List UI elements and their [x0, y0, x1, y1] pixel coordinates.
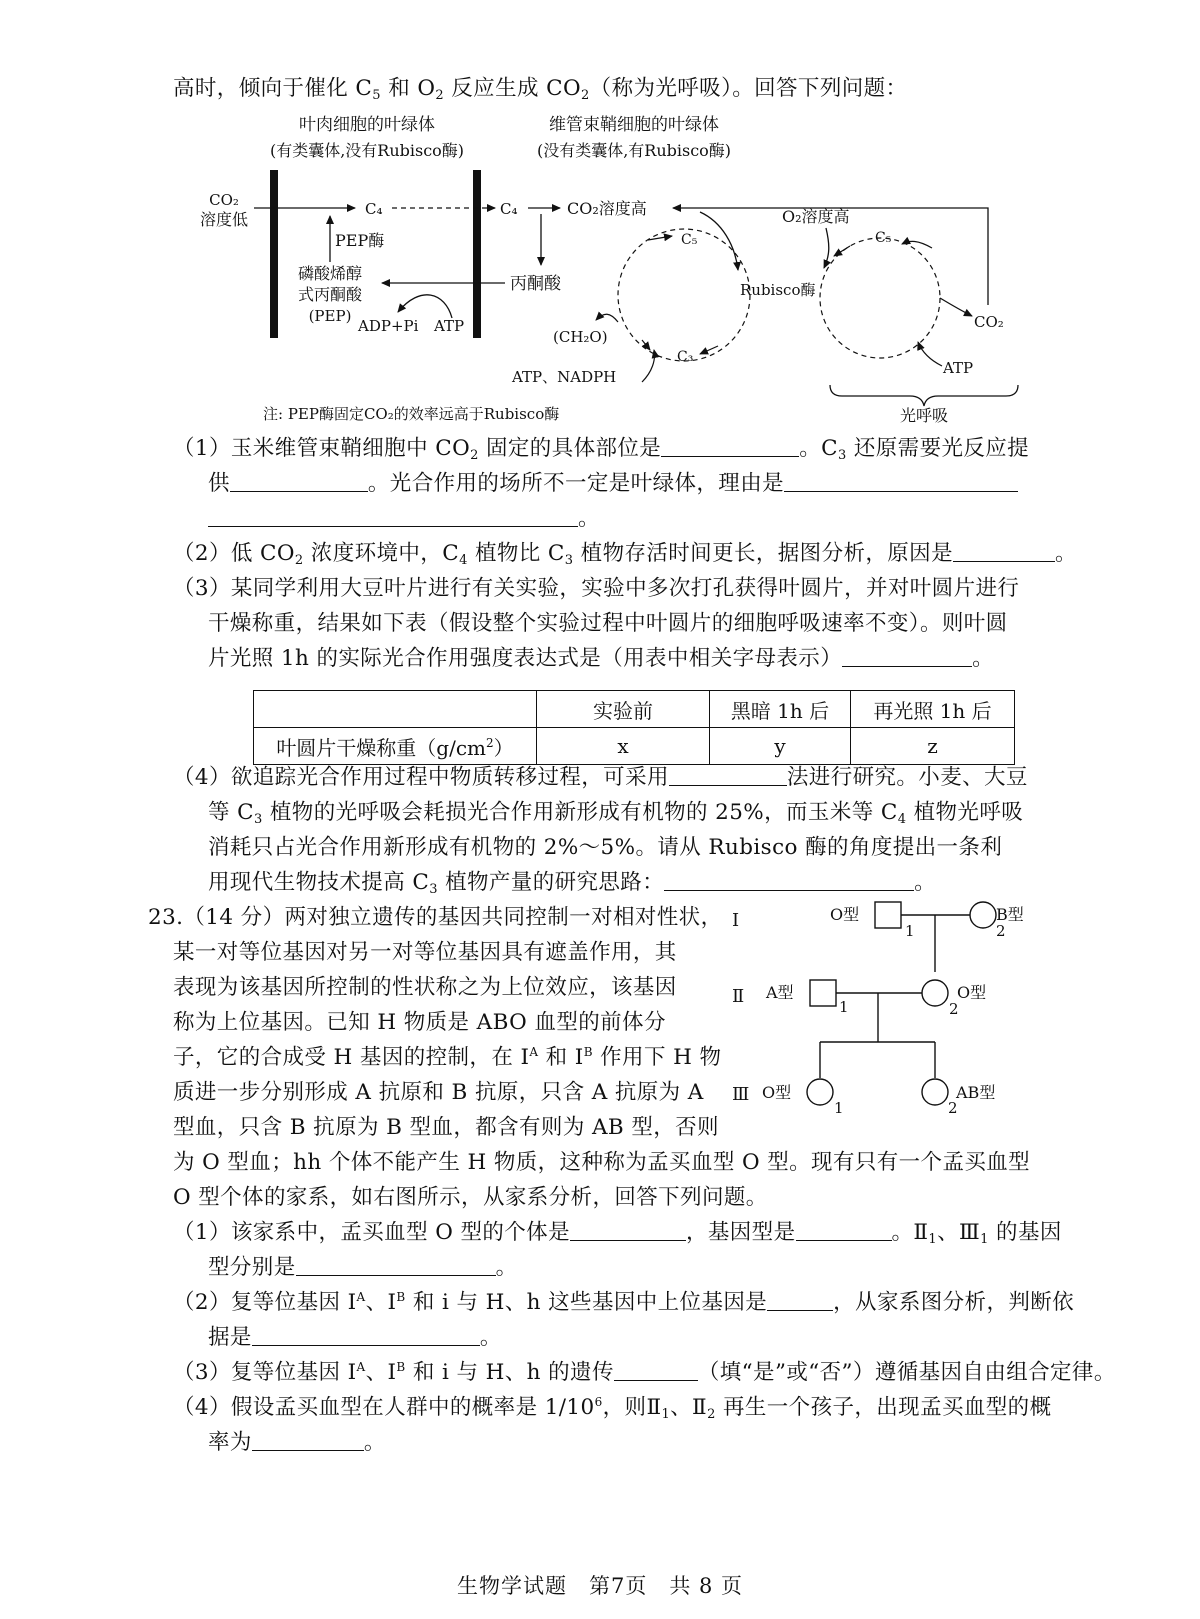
row-label-text: 叶圆片干燥称重（g/cm — [276, 735, 487, 760]
q-sub: 3 — [564, 553, 574, 568]
photorespiration-brace — [830, 385, 1018, 406]
q23-4-line1 — [173, 1393, 1052, 1423]
q-text: 浓度环境中，C — [303, 541, 460, 566]
q-text: （2）复等位基因 I — [173, 1290, 357, 1315]
atp-nadph-arrow — [642, 350, 655, 382]
q-text: 子，它的合成受 H 基因的控制，在 I — [173, 1045, 530, 1070]
q-text: 供 — [208, 471, 230, 496]
pep-label-3: (PEP) — [308, 307, 352, 325]
q-sup: A — [356, 1290, 366, 1304]
answer-blank[interactable] — [661, 434, 799, 457]
q-sub: 2 — [707, 1407, 716, 1422]
individual-ii1-male — [810, 980, 836, 1006]
o2-high-label: O₂溶度高 — [782, 207, 850, 226]
adp-label: ADP+Pi — [358, 317, 419, 335]
answer-blank[interactable] — [664, 868, 914, 891]
q23-stem-line5 — [173, 1043, 721, 1073]
atp-right-label: ATP — [943, 359, 974, 377]
q-text: 。 — [479, 1325, 502, 1350]
individual-i2-female — [970, 902, 996, 928]
photorespiration-to-co2-arrow — [940, 298, 972, 316]
answer-blank[interactable] — [296, 1253, 496, 1276]
answer-blank[interactable] — [767, 1288, 833, 1311]
q-text: 和 I — [538, 1045, 584, 1070]
q-text: （4）欲追踪光合作用过程中物质转移过程，可采用 — [173, 765, 669, 790]
q-sub: 1 — [980, 1232, 989, 1247]
individual-number: 2 — [949, 1000, 959, 1018]
table-cell: x — [537, 728, 710, 765]
q-sub: 1 — [928, 1232, 938, 1247]
individual-number: 1 — [839, 998, 849, 1016]
photorespiration-arrow-c5 — [834, 246, 850, 256]
q23-1-line2 — [208, 1253, 518, 1283]
pep-label-2: 式丙酮酸 — [297, 285, 363, 304]
c4-right-label: C₄ — [500, 200, 518, 218]
left-chloroplast-subtitle: (有类囊体,没有Rubisco酶) — [269, 141, 465, 160]
answer-blank[interactable] — [252, 1428, 364, 1451]
q22-3-line3 — [208, 644, 994, 674]
individual-type: O型 — [762, 1083, 792, 1102]
q-text: ，基因型是 — [685, 1220, 796, 1245]
answer-blank[interactable] — [842, 644, 972, 667]
q-text: 植物的光呼吸会耗损光合作用新形成有机物的 25%，而玉米等 C — [262, 800, 898, 825]
q23-4-line2 — [208, 1428, 386, 1458]
q-text: 。 — [1054, 541, 1077, 566]
q-text: 。 — [578, 506, 600, 531]
c4-left-label: C₄ — [365, 200, 383, 218]
q-sup: B — [396, 1290, 406, 1304]
q-sub: 4 — [459, 553, 468, 568]
o2-to-rubisco-arrow — [824, 228, 829, 268]
individual-type: O型 — [957, 983, 987, 1002]
q-text: 、Ⅲ — [937, 1220, 981, 1245]
q-text: 等 C — [208, 800, 254, 825]
q-text: 和 i 与 H、h 这些基因中上位基因是 — [405, 1290, 768, 1315]
q-sup: A — [356, 1360, 366, 1374]
q-text: 用现代生物技术提高 C — [208, 870, 430, 895]
q-text: 。 — [363, 1430, 386, 1455]
q23-stem-line1: 23.（14 分）两对独立遗传的基因共同控制一对相对性状， — [148, 905, 723, 930]
table-cell: z — [851, 728, 1015, 765]
pep-enzyme-label: PEP酶 — [335, 231, 385, 250]
q-sub: 4 — [897, 812, 907, 827]
individual-ii2-female — [922, 980, 948, 1006]
diagram-note: 注: PEP酶固定CO₂的效率远高于Rubisco酶 — [263, 405, 560, 423]
individual-type: A型 — [766, 983, 794, 1002]
pep-label-1: 磷酸烯醇 — [297, 264, 363, 283]
photorespiration-label: 光呼吸 — [899, 406, 949, 425]
q-text: 。 — [972, 646, 995, 671]
table-header-cell: 实验前 — [537, 691, 710, 728]
experiment-table — [253, 690, 1015, 765]
row-label-sup: 2 — [486, 735, 494, 750]
atp-consumption-arrow — [398, 295, 452, 318]
left-membrane — [270, 170, 278, 338]
c5-right-label: C₅ — [875, 230, 892, 246]
q23-stem-line8: 为 O 型血；hh 个体不能产生 H 物质，这种称为孟买血型 O 型。现有只有一个孟买血型 — [173, 1150, 1031, 1175]
row-label-end: ） — [493, 735, 514, 760]
individual-i1-male — [875, 902, 901, 928]
q-text: 据是 — [208, 1325, 252, 1350]
q23-1-line1 — [173, 1218, 1062, 1248]
right-chloroplast-subtitle: (没有类囊体,有Rubisco酶) — [536, 141, 732, 160]
table-row-label — [254, 728, 537, 765]
q23-stem-line6: 质进一步分别形成 A 抗原和 B 抗原，只含 A 抗原为 A — [173, 1080, 704, 1105]
q-sub: 3 — [254, 812, 263, 827]
atp-nadph-label: ATP、NADPH — [512, 368, 617, 386]
page-footer: 生物学试题 第7页 共 8 页 — [456, 1574, 744, 1598]
generation-label: Ⅱ — [732, 986, 745, 1007]
q-sub: 2 — [294, 553, 304, 568]
q-text: 的基因 — [988, 1220, 1062, 1245]
q22-4-line2 — [208, 798, 1023, 828]
q-text: 还原需要光反应提 — [846, 436, 1030, 461]
atp-right-arrow — [918, 342, 942, 366]
q23-stem-line4: 称为上位基因。已知 H 物质是 ABO 血型的前体分 — [173, 1010, 666, 1035]
table-cell: y — [710, 728, 851, 765]
q-text: 、I — [365, 1290, 397, 1315]
q22-3-line1: （3）某同学利用大豆叶片进行有关实验，实验中多次打孔获得叶圆片，并对叶圆片进行 — [173, 576, 1020, 601]
q22-3-line2: 干燥称重，结果如下表（假设整个实验过程中叶圆片的细胞呼吸速率不变）。则叶圆 — [208, 611, 1008, 636]
q22-1-line3 — [208, 504, 600, 534]
q23-stem-line2: 某一对等位基因对另一对等位基因具有遮盖作用，其 — [173, 940, 677, 965]
pedigree-chart — [720, 890, 1050, 1130]
q-text: （填“是”或“否”）遵循基因自由组合定律。 — [697, 1360, 1116, 1385]
intro-text: （称为光呼吸）。回答下列问题： — [589, 76, 908, 101]
individual-type: O型 — [830, 905, 860, 924]
intro-text: 反应生成 CO — [444, 76, 581, 101]
q-sup: B — [396, 1360, 406, 1374]
answer-blank[interactable] — [953, 539, 1055, 562]
q-text: 。 — [914, 870, 937, 895]
photorespiration-circle — [820, 238, 940, 358]
table-header-cell — [254, 691, 537, 728]
table-row — [254, 728, 1015, 765]
co2-low-label: CO₂ — [209, 191, 239, 209]
q-text: 、Ⅱ — [670, 1395, 708, 1420]
q23-stem-line3: 表现为该基因所控制的性状称之为上位效应，该基因 — [173, 975, 677, 1000]
cycle-arrow-c5 — [648, 236, 672, 240]
individual-number: 2 — [948, 1099, 958, 1117]
intro-text: 高时，倾向于催化 C — [173, 76, 373, 101]
q-sub: 1 — [661, 1407, 671, 1422]
individual-number: 1 — [834, 1099, 844, 1117]
individual-iii1-female — [807, 1079, 833, 1105]
q-sup: 6 — [594, 1395, 603, 1409]
q-text: 型分别是 — [208, 1255, 296, 1280]
individual-number: 1 — [905, 922, 915, 940]
q-text: 片光照 1h 的实际光合作用强度表达式是（用表中相关字母表示） — [208, 646, 843, 671]
answer-blank[interactable] — [208, 504, 578, 527]
co2-low-label-2: 溶度低 — [199, 210, 249, 229]
q23-stem-line9: O 型个体的家系，如右图所示，从家系分析，回答下列问题。 — [173, 1185, 768, 1210]
q-text: （3）复等位基因 I — [173, 1360, 357, 1385]
pyruvate-label: 丙酮酸 — [510, 274, 561, 294]
table-header-cell: 黑暗 1h 后 — [710, 691, 851, 728]
c5-left-label: C₅ — [681, 232, 698, 248]
answer-blank[interactable] — [614, 1358, 698, 1381]
q-text: （1）玉米维管束鞘细胞中 CO — [173, 436, 471, 461]
q23-stem-line7: 型血，只含 B 抗原为 B 型血，都含有则为 AB 型，否则 — [173, 1115, 719, 1140]
answer-blank[interactable] — [784, 469, 1018, 492]
q23-2-line1 — [173, 1288, 1074, 1318]
individual-type: AB型 — [956, 1083, 996, 1102]
q-text: （1）该家系中，孟买血型 O 型的个体是 — [173, 1220, 570, 1245]
q22-4-line3: 消耗只占光合作用新形成有机物的 2%～5%。请从 Rubisco 酶的角度提出一条利 — [208, 835, 1003, 860]
intro-sub: 2 — [435, 88, 445, 103]
table-header-cell: 再光照 1h 后 — [851, 691, 1015, 728]
q-text: 植物光呼吸 — [906, 800, 1024, 825]
co2-right-label: CO₂ — [974, 313, 1004, 331]
answer-blank[interactable] — [230, 469, 368, 492]
generation-label: Ⅲ — [732, 1084, 750, 1105]
individual-number: 2 — [996, 922, 1006, 940]
calvin-cycle-circle — [618, 229, 750, 361]
left-chloroplast-title: 叶肉细胞的叶绿体 — [299, 115, 435, 135]
atp-left-label: ATP — [434, 317, 465, 335]
q22-4-line1 — [173, 763, 1028, 793]
ch2o-label: (CH₂O) — [553, 328, 608, 346]
answer-blank[interactable] — [796, 1218, 892, 1241]
answer-blank[interactable] — [252, 1323, 480, 1346]
q-text: 和 i 与 H、h 的遗传 — [405, 1360, 614, 1385]
q-text: （4）假设孟买血型在人群中的概率是 1/10 — [173, 1395, 595, 1420]
rubisco-label: Rubisco酶 — [740, 281, 816, 299]
right-membrane — [473, 170, 481, 338]
q-text: 植物比 C — [467, 541, 565, 566]
q-text: 再生一个孩子，出现孟买血型的概 — [715, 1395, 1052, 1420]
q-text: 法进行研究。小麦、大豆 — [786, 765, 1028, 790]
q-text: 。C — [799, 436, 838, 461]
intro-sub: 2 — [581, 88, 590, 103]
q-text: ，从家系图分析，判断依 — [833, 1290, 1075, 1315]
cycle-arrow-c3 — [700, 346, 718, 354]
q-text: ，则Ⅱ — [602, 1395, 662, 1420]
table-header-row — [254, 691, 1015, 728]
q-text: 。 — [495, 1255, 518, 1280]
q-sub: 3 — [837, 448, 847, 463]
intro-sub: 5 — [372, 88, 381, 103]
ch2o-output-arrow — [596, 314, 618, 322]
co2-high-label: CO₂溶度高 — [567, 199, 647, 218]
c3-label: C₃ — [677, 349, 694, 365]
right-chloroplast-title: 维管束鞘细胞的叶绿体 — [549, 115, 719, 135]
q-text: （2）低 CO — [173, 541, 295, 566]
q22-1-line2 — [208, 469, 1018, 499]
co2-to-rubisco-arrow — [700, 212, 738, 270]
q-text: 植物存活时间更长，据图分析，原因是 — [573, 541, 953, 566]
q-sub: 2 — [470, 448, 479, 463]
q22-2-line — [173, 539, 1077, 569]
c4-pathway-diagram — [0, 0, 1200, 430]
q-text: 率为 — [208, 1430, 252, 1455]
q23-3-line — [173, 1358, 1116, 1388]
generation-label: Ⅰ — [732, 910, 740, 931]
individual-type: B型 — [996, 905, 1024, 924]
intro-text: 和 O — [380, 76, 436, 101]
q-sup: B — [583, 1045, 593, 1059]
q23-2-line2 — [208, 1323, 502, 1353]
answer-blank[interactable] — [669, 763, 787, 786]
q-text: 、I — [365, 1360, 397, 1385]
individual-iii2-female — [922, 1079, 948, 1105]
q-text: 。光合作用的场所不一定是叶绿体，理由是 — [367, 471, 785, 496]
q-sub: 3 — [429, 882, 438, 897]
answer-blank[interactable] — [570, 1218, 686, 1241]
q-text: 。Ⅱ — [891, 1220, 929, 1245]
q22-1-line1 — [173, 434, 1029, 464]
q-text: 植物产量的研究思路： — [437, 870, 665, 895]
q-sup: A — [529, 1045, 539, 1059]
q-text: 固定的具体部位是 — [478, 436, 662, 461]
q-text: 作用下 H 物 — [592, 1045, 722, 1070]
